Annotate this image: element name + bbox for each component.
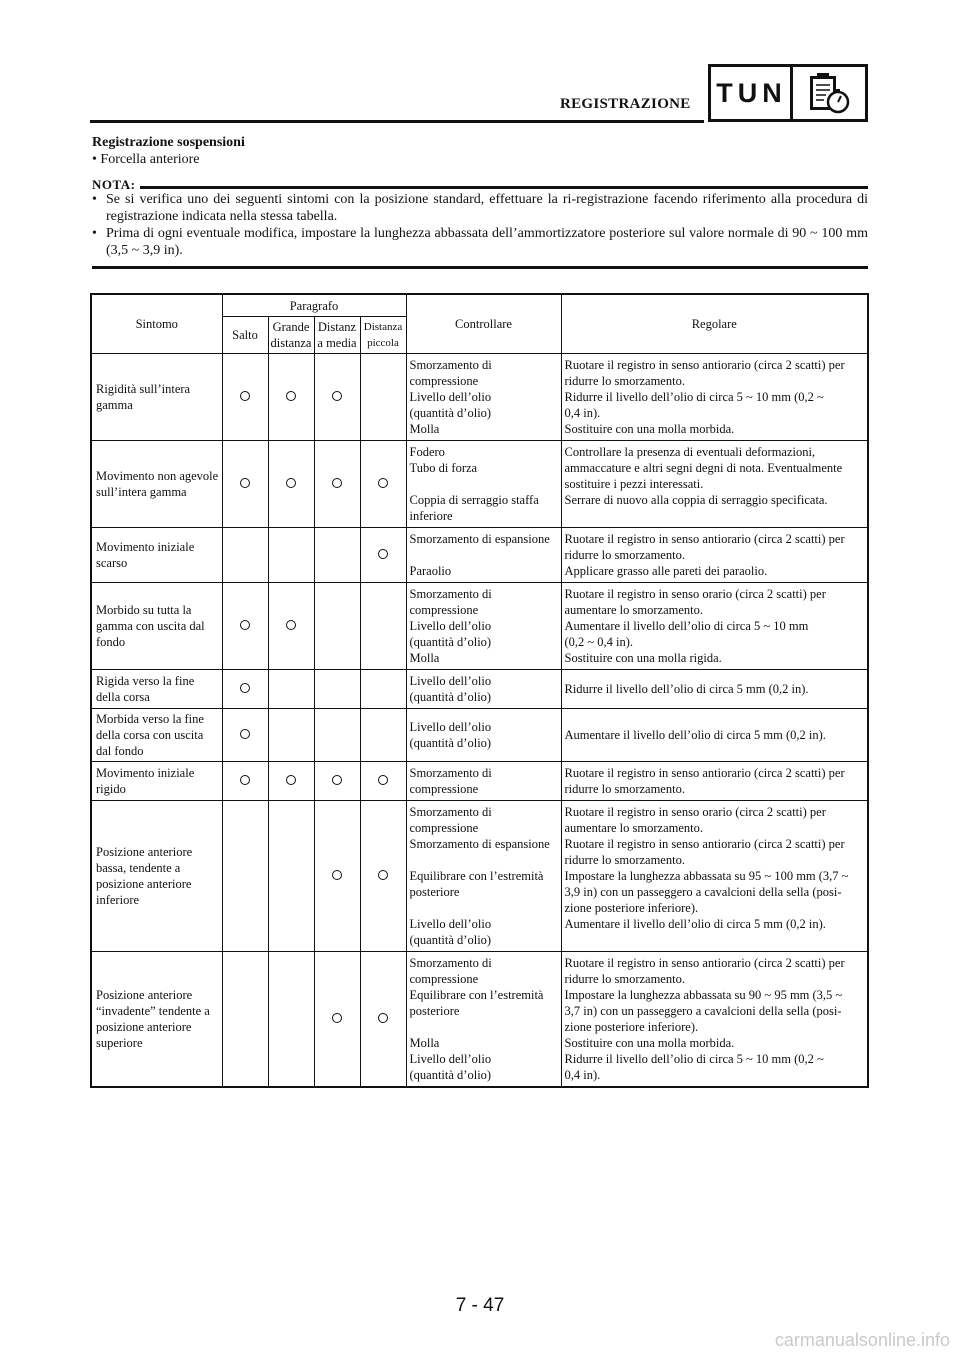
- cell-controllare: [406, 583, 561, 670]
- table-row: [91, 583, 868, 670]
- controllare-line: [410, 900, 558, 916]
- controllare-line: [410, 547, 558, 563]
- sintomo-line: dal fondo: [96, 744, 144, 758]
- cell-paragrafo-mark: [268, 583, 314, 670]
- controllare-line: Smorzamento di espansione: [409, 532, 550, 546]
- symptom-table: [90, 293, 869, 1088]
- regolare-line: Impostare la lunghezza abbassata su 95 ~ 100 mm (3,7 ~: [564, 869, 849, 883]
- circle-mark-icon: [332, 1013, 342, 1023]
- header-controllare: Controllare: [406, 294, 561, 354]
- circle-mark-icon: [332, 775, 342, 785]
- cell-paragrafo-mark: [222, 441, 268, 528]
- circle-mark-icon: [332, 391, 342, 401]
- cell-paragrafo-mark: [268, 952, 314, 1088]
- controllare-line: posteriore: [409, 885, 460, 899]
- circle-mark-icon: [378, 478, 388, 488]
- sintomo-line: Posizione anteriore: [96, 988, 193, 1002]
- circle-mark-icon: [378, 775, 388, 785]
- controllare-line: compressione: [409, 972, 479, 986]
- cell-paragrafo-mark: [268, 801, 314, 952]
- cell-sintomo: [91, 354, 222, 441]
- cell-sintomo: [91, 709, 222, 762]
- cell-paragrafo-mark: [360, 583, 406, 670]
- circle-mark-icon: [378, 1013, 388, 1023]
- cell-paragrafo-mark: [222, 952, 268, 1088]
- controllare-line: Tubo di forza: [409, 461, 478, 475]
- regolare-line: Ruotare il registro in senso antiorario (circa 2 scatti) per: [564, 837, 845, 851]
- controllare-line: Livello dell’olio: [409, 674, 492, 688]
- cell-sintomo: [91, 670, 222, 709]
- cell-paragrafo-mark: [268, 528, 314, 583]
- sintomo-line: “invadente” tendente a: [96, 1004, 210, 1018]
- sintomo-line: della corsa: [96, 690, 150, 704]
- regolare-line: 3,7 in) con un passeggero a cavalcioni della sella (posi-: [564, 1004, 842, 1018]
- controllare-line: Smorzamento di espansione: [409, 837, 550, 851]
- sintomo-line: Morbida verso la fine: [96, 712, 204, 726]
- regolare-line: 0,4 in).: [564, 406, 601, 420]
- page-number: 7 - 47: [455, 1295, 505, 1316]
- cell-regolare: [561, 354, 868, 441]
- header-grande-line1: Grande: [272, 320, 310, 334]
- cell-paragrafo-mark: [314, 670, 360, 709]
- regolare-line: zione posteriore inferiore).: [564, 901, 699, 915]
- regolare-line: Ruotare il registro in senso orario (circa 2 scatti) per: [564, 587, 826, 601]
- cell-paragrafo-mark: [314, 441, 360, 528]
- header-regolare: Regolare: [561, 294, 868, 354]
- cell-paragrafo-mark: [222, 801, 268, 952]
- cell-paragrafo-mark: [360, 528, 406, 583]
- cell-paragrafo-mark: [360, 762, 406, 801]
- sintomo-line: Morbido su tutta la: [96, 603, 192, 617]
- clipboard-stopwatch-svg: [806, 70, 852, 116]
- regolare-line: ridurre lo smorzamento.: [564, 972, 685, 986]
- controllare-line: inferiore: [409, 509, 453, 523]
- regolare-line: aumentare lo smorzamento.: [564, 821, 703, 835]
- circle-mark-icon: [240, 775, 250, 785]
- table-row: [91, 441, 868, 528]
- regolare-line: (0,2 ~ 0,4 in).: [564, 635, 634, 649]
- controllare-line: (quantità d’olio): [409, 690, 492, 704]
- sintomo-line: Rigidità sull’intera: [96, 382, 191, 396]
- cell-paragrafo-mark: [314, 528, 360, 583]
- circle-mark-icon: [286, 391, 296, 401]
- nota-rule: [140, 186, 868, 189]
- controllare-line: Equilibrare con l’estremità: [409, 869, 544, 883]
- regolare-line: sostituire i pezzi interessati.: [564, 477, 704, 491]
- section-bullet-text: Forcella anteriore: [100, 152, 200, 167]
- regolare-line: Ridurre il livello dell’olio di circa 5 mm (0,2 in).: [564, 682, 809, 696]
- controllare-line: Livello dell’olio: [409, 1052, 492, 1066]
- controllare-line: Molla: [409, 1036, 440, 1050]
- controllare-line: Smorzamento di: [409, 766, 492, 780]
- circle-mark-icon: [240, 391, 250, 401]
- regolare-line: Sostituire con una molla morbida.: [564, 1036, 735, 1050]
- cell-paragrafo-mark: [268, 762, 314, 801]
- cell-paragrafo-mark: [268, 441, 314, 528]
- sintomo-line: superiore: [96, 1036, 143, 1050]
- controllare-line: (quantità d’olio): [409, 1068, 492, 1082]
- sintomo-line: bassa, tendente a: [96, 861, 181, 875]
- cell-paragrafo-mark: [222, 354, 268, 441]
- cell-sintomo: [91, 801, 222, 952]
- regolare-line: zione posteriore inferiore).: [564, 1020, 699, 1034]
- controllare-line: Molla: [409, 651, 440, 665]
- section-bullet: • Forcella anteriore: [92, 152, 200, 167]
- cell-paragrafo-mark: [222, 670, 268, 709]
- cell-paragrafo-mark: [222, 528, 268, 583]
- nota-item: • Se si verifica uno dei seguenti sintomi con la posizione standard, effettuare la ri-registrazione facendo riferimento alla procedura di registrazione indicata nella stessa tabella.: [92, 191, 868, 225]
- controllare-line: Livello dell’olio: [409, 390, 492, 404]
- regolare-line: ammaccature e altri segni degni di nota. Eventualmente: [564, 461, 843, 475]
- sintomo-line: sull’intera gamma: [96, 485, 187, 499]
- cell-controllare: [406, 709, 561, 762]
- controllare-line: Livello dell’olio: [409, 619, 492, 633]
- regolare-line: ridurre lo smorzamento.: [564, 782, 685, 796]
- sintomo-line: fondo: [96, 635, 126, 649]
- header-piccola: [360, 317, 406, 354]
- controllare-line: posteriore: [409, 1004, 460, 1018]
- controllare-line: Smorzamento di: [409, 805, 492, 819]
- cell-paragrafo-mark: [360, 354, 406, 441]
- cell-paragrafo-mark: [360, 801, 406, 952]
- cell-regolare: [561, 528, 868, 583]
- tun-code: TUN: [716, 77, 787, 108]
- regolare-line: [565, 508, 865, 524]
- regolare-line: [565, 932, 865, 948]
- section-title: Registrazione sospensioni: [92, 135, 245, 150]
- circle-mark-icon: [378, 549, 388, 559]
- cell-paragrafo-mark: [360, 441, 406, 528]
- cell-paragrafo-mark: [314, 354, 360, 441]
- controllare-line: compressione: [409, 374, 479, 388]
- cell-sintomo: [91, 441, 222, 528]
- header-media: [314, 317, 360, 354]
- regolare-line: aumentare lo smorzamento.: [564, 603, 703, 617]
- regolare-line: 0,4 in).: [564, 1068, 601, 1082]
- table-header-row: [91, 294, 868, 317]
- regolare-line: Ridurre il livello dell’olio di circa 5 ~ 10 mm (0,2 ~: [564, 1052, 824, 1066]
- nota-list: [92, 191, 868, 259]
- regolare-line: Sostituire con una molla morbida.: [564, 422, 735, 436]
- cell-paragrafo-mark: [314, 801, 360, 952]
- sintomo-line: gamma con uscita dal: [96, 619, 205, 633]
- regolare-line: Aumentare il livello dell’olio di circa 5 ~ 10 mm: [564, 619, 809, 633]
- circle-mark-icon: [332, 478, 342, 488]
- header-grande-line2: distanza: [270, 336, 312, 350]
- nota-bottom-rule: [92, 266, 868, 269]
- controllare-line: [410, 1019, 558, 1035]
- regolare-line: Applicare grasso alle pareti dei paraolio.: [564, 564, 768, 578]
- sintomo-line: posizione anteriore: [96, 877, 192, 891]
- cell-paragrafo-mark: [222, 583, 268, 670]
- circle-mark-icon: [286, 620, 296, 630]
- controllare-line: [410, 476, 558, 492]
- sintomo-line: Rigida verso la fine: [96, 674, 195, 688]
- controllare-line: Smorzamento di: [409, 587, 492, 601]
- cell-paragrafo-mark: [360, 670, 406, 709]
- regolare-line: ridurre lo smorzamento.: [564, 374, 685, 388]
- circle-mark-icon: [240, 729, 250, 739]
- sintomo-line: Movimento non agevole: [96, 469, 219, 483]
- cell-paragrafo-mark: [222, 762, 268, 801]
- regolare-line: Sostituire con una molla rigida.: [564, 651, 722, 665]
- header-piccola-line1: Distanza: [363, 321, 403, 333]
- regolare-line: 3,9 in) con un passeggero a cavalcioni della sella (posi-: [564, 885, 842, 899]
- controllare-line: (quantità d’olio): [409, 736, 492, 750]
- cell-regolare: [561, 762, 868, 801]
- regolare-line: Serrare di nuovo alla coppia di serraggio specificata.: [564, 493, 828, 507]
- header-media-line2: a media: [317, 336, 357, 350]
- cell-sintomo: [91, 762, 222, 801]
- sintomo-line: gamma: [96, 398, 133, 412]
- cell-regolare: [561, 441, 868, 528]
- controllare-line: Smorzamento di: [409, 956, 492, 970]
- table-row: [91, 762, 868, 801]
- cell-controllare: [406, 441, 561, 528]
- controllare-line: Equilibrare con l’estremità: [409, 988, 544, 1002]
- controllare-line: Coppia di serraggio staffa: [409, 493, 539, 507]
- nota-item: • Prima di ogni eventuale modifica, impostare la lunghezza abbassata dell’ammortizzatore posteriore sul valore normale di 90 ~ 100 mm (3,5 ~ 3,9 in).: [92, 225, 868, 259]
- cell-regolare: [561, 801, 868, 952]
- sintomo-line: Posizione anteriore: [96, 845, 193, 859]
- controllare-line: Smorzamento di: [409, 358, 492, 372]
- table-body: [91, 354, 868, 1088]
- cell-regolare: [561, 583, 868, 670]
- cell-controllare: [406, 762, 561, 801]
- header-salto: Salto: [222, 317, 268, 354]
- cell-regolare: [561, 709, 868, 762]
- controllare-line: (quantità d’olio): [409, 635, 492, 649]
- sintomo-line: rigido: [96, 782, 126, 796]
- regolare-line: Ruotare il registro in senso antiorario (circa 2 scatti) per: [564, 532, 845, 546]
- cell-paragrafo-mark: [314, 709, 360, 762]
- circle-mark-icon: [286, 775, 296, 785]
- controllare-line: Livello dell’olio: [409, 917, 492, 931]
- tun-badge: [708, 64, 792, 122]
- sintomo-line: posizione anteriore: [96, 1020, 192, 1034]
- regolare-line: Aumentare il livello dell’olio di circa 5 mm (0,2 in).: [564, 917, 826, 931]
- cell-paragrafo-mark: [360, 952, 406, 1088]
- regolare-line: Aumentare il livello dell’olio di circa 5 mm (0,2 in).: [564, 728, 826, 742]
- cell-controllare: [406, 354, 561, 441]
- header-title: REGISTRAZIONE: [560, 96, 691, 112]
- header-sintomo: Sintomo: [91, 294, 222, 354]
- cell-paragrafo-mark: [268, 670, 314, 709]
- regolare-line: Ruotare il registro in senso orario (circa 2 scatti) per: [564, 805, 826, 819]
- controllare-line: Paraolio: [409, 564, 452, 578]
- regolare-line: Ruotare il registro in senso antiorario (circa 2 scatti) per: [564, 358, 845, 372]
- sintomo-line: della corsa con uscita: [96, 728, 204, 742]
- cell-paragrafo-mark: [314, 583, 360, 670]
- cell-paragrafo-mark: [222, 709, 268, 762]
- header-paragrafo: Paragrafo: [222, 294, 406, 317]
- cell-controllare: [406, 670, 561, 709]
- cell-sintomo: [91, 528, 222, 583]
- cell-paragrafo-mark: [360, 709, 406, 762]
- regolare-line: Ruotare il registro in senso antiorario (circa 2 scatti) per: [564, 956, 845, 970]
- circle-mark-icon: [378, 870, 388, 880]
- controllare-line: [410, 852, 558, 868]
- header-grande: [268, 317, 314, 354]
- table-row: [91, 354, 868, 441]
- sintomo-line: Movimento iniziale: [96, 766, 195, 780]
- cell-paragrafo-mark: [314, 952, 360, 1088]
- controllare-line: (quantità d’olio): [409, 406, 492, 420]
- table-row: [91, 709, 868, 762]
- table-row: [91, 952, 868, 1088]
- controllare-line: compressione: [409, 782, 479, 796]
- circle-mark-icon: [240, 620, 250, 630]
- table-row: [91, 528, 868, 583]
- circle-mark-icon: [240, 478, 250, 488]
- cell-paragrafo-mark: [268, 709, 314, 762]
- controllare-line: Livello dell’olio: [409, 720, 492, 734]
- controllare-line: (quantità d’olio): [409, 933, 492, 947]
- circle-mark-icon: [286, 478, 296, 488]
- clipboard-stopwatch-icon: [790, 64, 868, 122]
- header-media-line1: Distanz: [317, 320, 357, 334]
- cell-paragrafo-mark: [314, 762, 360, 801]
- cell-controllare: [406, 801, 561, 952]
- watermark: carmanualsonline.info: [774, 1330, 950, 1350]
- cell-controllare: [406, 528, 561, 583]
- circle-mark-icon: [332, 870, 342, 880]
- nota-label: NOTA:: [92, 177, 136, 192]
- table-row: [91, 801, 868, 952]
- cell-sintomo: [91, 583, 222, 670]
- header-rule: [90, 120, 704, 123]
- regolare-line: Ruotare il registro in senso antiorario (circa 2 scatti) per: [564, 766, 845, 780]
- regolare-line: ridurre lo smorzamento.: [564, 853, 685, 867]
- sintomo-line: scarso: [96, 556, 128, 570]
- controllare-line: compressione: [409, 603, 479, 617]
- controllare-line: compressione: [409, 821, 479, 835]
- regolare-line: ridurre lo smorzamento.: [564, 548, 685, 562]
- cell-regolare: [561, 952, 868, 1088]
- sintomo-line: inferiore: [96, 893, 140, 907]
- cell-paragrafo-mark: [268, 354, 314, 441]
- regolare-line: Controllare la presenza di eventuali deformazioni,: [564, 445, 816, 459]
- sintomo-line: Movimento iniziale: [96, 540, 195, 554]
- cell-regolare: [561, 670, 868, 709]
- cell-controllare: [406, 952, 561, 1088]
- table-row: [91, 670, 868, 709]
- controllare-line: Molla: [409, 422, 440, 436]
- regolare-line: Ridurre il livello dell’olio di circa 5 ~ 10 mm (0,2 ~: [564, 390, 824, 404]
- cell-sintomo: [91, 952, 222, 1088]
- regolare-line: Impostare la lunghezza abbassata su 90 ~ 95 mm (3,5 ~: [564, 988, 843, 1002]
- controllare-line: Fodero: [409, 445, 445, 459]
- circle-mark-icon: [240, 683, 250, 693]
- header-piccola-line2: piccola: [367, 337, 399, 349]
